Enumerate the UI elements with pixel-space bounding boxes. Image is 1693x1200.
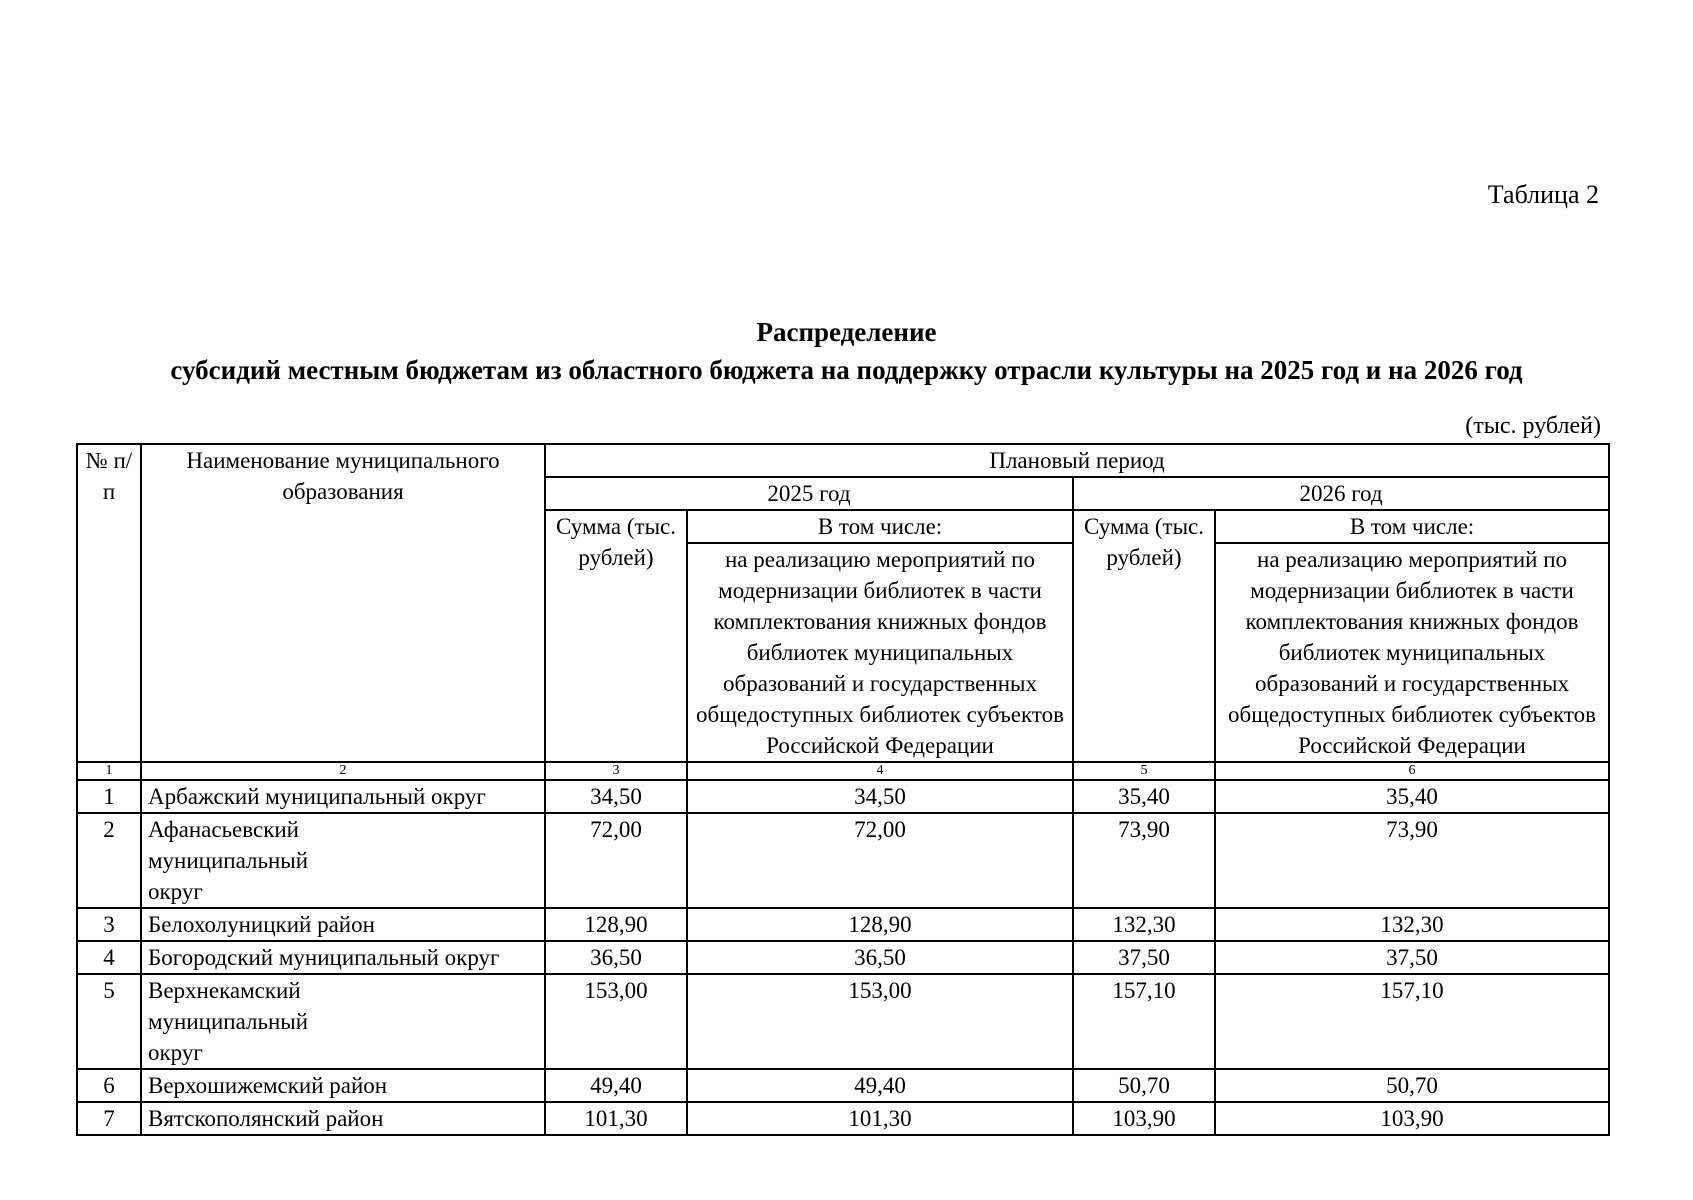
row-lib-2025: 36,50 bbox=[687, 941, 1073, 974]
row-sum-2026: 37,50 bbox=[1073, 941, 1215, 974]
title-line-2: субсидий местным бюджетам из областного бюджета на поддержку отрасли культуры на 2025 год и на 2026 год bbox=[170, 355, 1523, 385]
column-number-6: 6 bbox=[1215, 762, 1609, 780]
header-name: Наименование муниципального образования bbox=[141, 444, 545, 762]
title-line-1: Распределение bbox=[756, 317, 937, 347]
row-name: Вятскополянский район bbox=[141, 1102, 545, 1135]
table-row bbox=[77, 1069, 1609, 1102]
row-num: 6 bbox=[77, 1069, 141, 1102]
row-sum-2026: 35,40 bbox=[1073, 780, 1215, 813]
document-title bbox=[0, 313, 1693, 389]
row-num: 4 bbox=[77, 941, 141, 974]
table-number: Таблица 2 bbox=[1487, 180, 1599, 209]
row-lib-2025: 34,50 bbox=[687, 780, 1073, 813]
table-row bbox=[77, 1102, 1609, 1135]
column-number-2: 2 bbox=[141, 762, 545, 780]
header-year-2025: 2025 год bbox=[545, 477, 1073, 510]
header-year-2026: 2026 год bbox=[1073, 477, 1609, 510]
row-name: Белохолуницкий район bbox=[141, 908, 545, 941]
row-num: 2 bbox=[77, 813, 141, 908]
row-num: 5 bbox=[77, 974, 141, 1069]
header-including-2026: В том числе: bbox=[1215, 510, 1609, 543]
row-lib-2026: 50,70 bbox=[1215, 1069, 1609, 1102]
table-row bbox=[77, 908, 1609, 941]
header-sum-2025: Сумма (тыс. рублей) bbox=[545, 510, 687, 762]
column-number-5: 5 bbox=[1073, 762, 1215, 780]
header-desc-2025: на реализацию мероприятий по модернизации библиотек в части комплектования книжных фондов библиотек муниципальных образований и государственных общедоступных библиотек субъектов Российской Федерации bbox=[687, 543, 1073, 762]
row-sum-2026: 132,30 bbox=[1073, 908, 1215, 941]
units-label: (тыс. рублей) bbox=[1465, 413, 1601, 439]
row-sum-2025: 101,30 bbox=[545, 1102, 687, 1135]
row-name: Арбажский муниципальный округ bbox=[141, 780, 545, 813]
header-sum-2026: Сумма (тыс. рублей) bbox=[1073, 510, 1215, 762]
row-lib-2026: 73,90 bbox=[1215, 813, 1609, 908]
header-num: № п/п bbox=[77, 444, 141, 762]
header-including-2025: В том числе: bbox=[687, 510, 1073, 543]
table-row bbox=[77, 813, 1609, 908]
row-sum-2026: 50,70 bbox=[1073, 1069, 1215, 1102]
row-sum-2026: 103,90 bbox=[1073, 1102, 1215, 1135]
row-num: 7 bbox=[77, 1102, 141, 1135]
row-sum-2025: 72,00 bbox=[545, 813, 687, 908]
row-lib-2025: 128,90 bbox=[687, 908, 1073, 941]
row-lib-2025: 49,40 bbox=[687, 1069, 1073, 1102]
row-name: Верхнекамский муниципальный округ bbox=[141, 974, 545, 1069]
row-name: Богородский муниципальный округ bbox=[141, 941, 545, 974]
row-name: Афанасьевский муниципальный округ bbox=[141, 813, 545, 908]
row-num: 3 bbox=[77, 908, 141, 941]
row-lib-2026: 37,50 bbox=[1215, 941, 1609, 974]
row-sum-2026: 73,90 bbox=[1073, 813, 1215, 908]
table-row bbox=[77, 941, 1609, 974]
distribution-table bbox=[76, 443, 1610, 1136]
row-sum-2025: 153,00 bbox=[545, 974, 687, 1069]
column-number-3: 3 bbox=[545, 762, 687, 780]
row-sum-2025: 34,50 bbox=[545, 780, 687, 813]
row-sum-2026: 157,10 bbox=[1073, 974, 1215, 1069]
row-num: 1 bbox=[77, 780, 141, 813]
table-row bbox=[77, 780, 1609, 813]
row-sum-2025: 36,50 bbox=[545, 941, 687, 974]
row-lib-2026: 103,90 bbox=[1215, 1102, 1609, 1135]
row-lib-2026: 132,30 bbox=[1215, 908, 1609, 941]
row-lib-2025: 72,00 bbox=[687, 813, 1073, 908]
row-lib-2025: 101,30 bbox=[687, 1102, 1073, 1135]
table-row bbox=[77, 974, 1609, 1069]
row-lib-2026: 157,10 bbox=[1215, 974, 1609, 1069]
column-number-1: 1 bbox=[77, 762, 141, 780]
header-desc-2026: на реализацию мероприятий по модернизации библиотек в части комплектования книжных фондов библиотек муниципальных образований и государственных общедоступных библиотек субъектов Российской Федерации bbox=[1215, 543, 1609, 762]
row-name: Верхошижемский район bbox=[141, 1069, 545, 1102]
column-number-4: 4 bbox=[687, 762, 1073, 780]
row-sum-2025: 49,40 bbox=[545, 1069, 687, 1102]
row-sum-2025: 128,90 bbox=[545, 908, 687, 941]
header-planned-period: Плановый период bbox=[545, 444, 1609, 477]
row-lib-2026: 35,40 bbox=[1215, 780, 1609, 813]
row-lib-2025: 153,00 bbox=[687, 974, 1073, 1069]
